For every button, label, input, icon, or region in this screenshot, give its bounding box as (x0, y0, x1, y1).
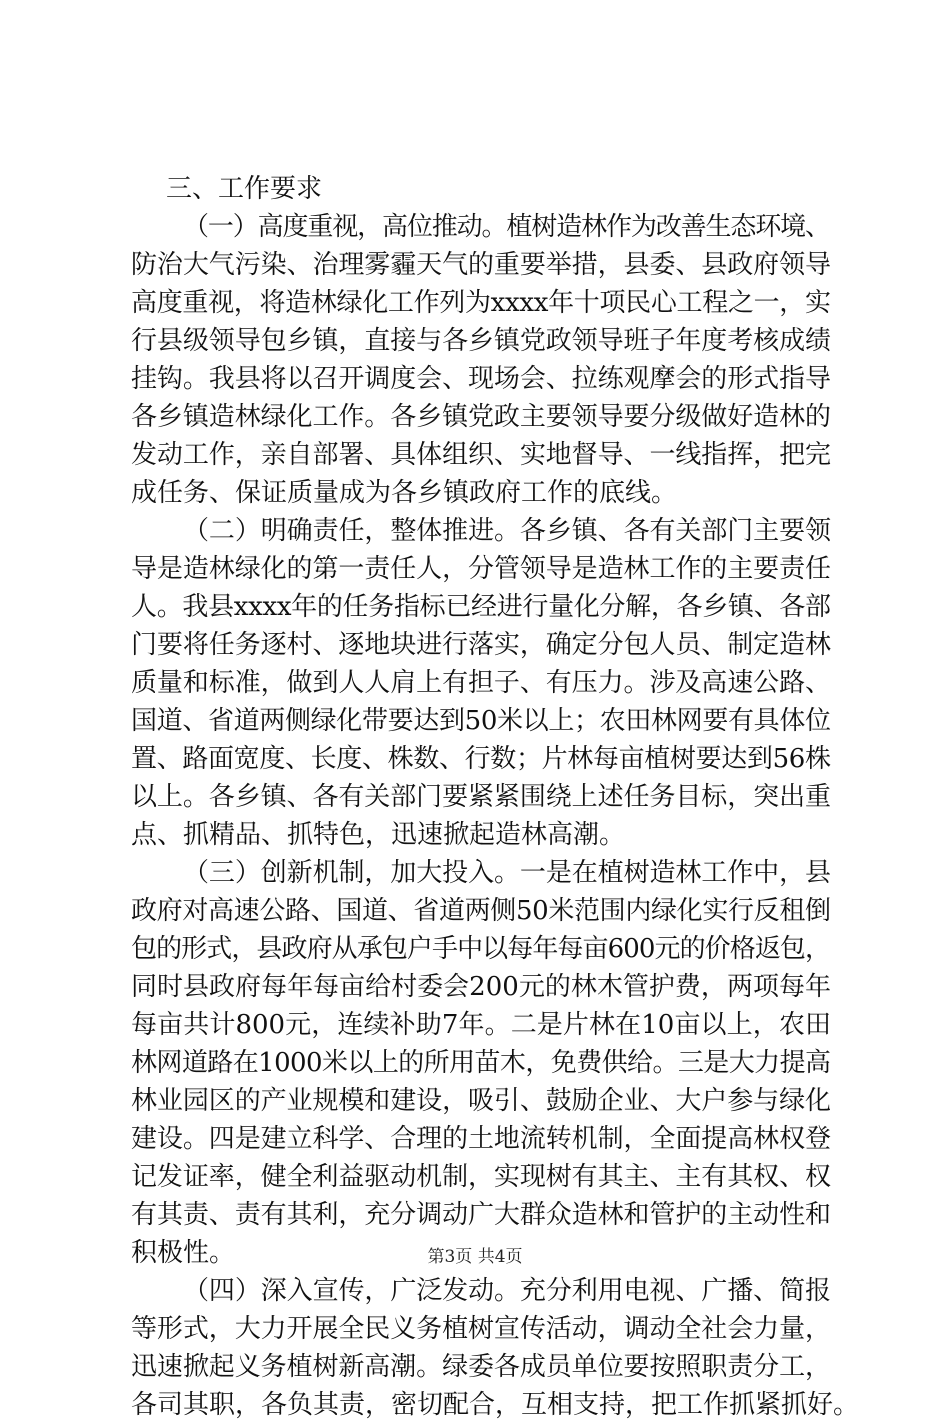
paragraph-line: 点、抓精品、抓特色，迅速掀起造林高潮。 (131, 820, 626, 850)
paragraph-line: 建设。四是建立科学、合理的土地流转机制，全面提高林权登 (131, 1124, 831, 1154)
paragraph-line: 防治大气污染、治理雾霾天气的重要举措，县委、县政府领导 (131, 250, 831, 280)
paragraph-line: 政府对高速公路、国道、省道两侧50米范围内绿化实行反租倒 (131, 896, 831, 926)
paragraph-line: 人。我县xxxx年的任务指标已经进行量化分解，各乡镇、各部 (131, 592, 831, 622)
paragraph-line: 包的形式，县政府从承包户手中以每年每亩600元的价格返包， (131, 934, 831, 964)
paragraph-line: 积极性。 (131, 1238, 236, 1268)
paragraph-line: （三）创新机制，加大投入。一是在植树造林工作中，县 (183, 858, 831, 888)
paragraph-line: 质量和标准，做到人人肩上有担子、有压力。涉及高速公路、 (131, 668, 831, 698)
paragraph-line: （二）明确责任，整体推进。各乡镇、各有关部门主要领 (183, 516, 831, 546)
paragraph-line: 门要将任务逐村、逐地块进行落实，确定分包人员、制定造林 (131, 630, 831, 660)
paragraph-line: 导是造林绿化的第一责任人，分管领导是造林工作的主要责任 (131, 554, 831, 584)
paragraph-1 (131, 208, 831, 512)
page-number-footer: 第3页 共4页 (427, 1247, 523, 1267)
document-body (131, 170, 860, 1424)
paragraph-3 (131, 854, 831, 1272)
paragraph-line: 各司其职，各负其责，密切配合，互相支持，把工作抓紧抓好。 (131, 1390, 860, 1420)
paragraph-4 (131, 1272, 860, 1424)
paragraph-line: 成任务、保证质量成为各乡镇政府工作的底线。 (131, 478, 678, 508)
paragraph-line: 林网道路在1000米以上的所用苗木，免费供给。三是大力提高 (131, 1048, 831, 1078)
paragraph-line: 国道、省道两侧绿化带要达到50米以上；农田林网要有具体位 (131, 706, 831, 736)
paragraph-line: 高度重视，将造林绿化工作列为xxxx年十项民心工程之一，实 (131, 288, 831, 318)
paragraph-line: 等形式，大力开展全民义务植树宣传活动，调动全社会力量， (131, 1314, 831, 1344)
paragraph-line: 记发证率，健全利益驱动机制，实现树有其主、主有其权、权 (131, 1162, 831, 1192)
paragraph-line: （四）深入宣传，广泛发动。充分利用电视、广播、简报 (183, 1276, 831, 1306)
paragraph-line: 林业园区的产业规模和建设，吸引、鼓励企业、大户参与绿化 (131, 1086, 831, 1116)
paragraph-line: 每亩共计800元，连续补助7年。二是片林在10亩以上，农田 (131, 1010, 831, 1040)
paragraph-line: 置、路面宽度、长度、株数、行数；片林每亩植树要达到56株 (131, 744, 831, 774)
paragraph-line: 挂钩。我县将以召开调度会、现场会、拉练观摩会的形式指导 (131, 364, 831, 394)
paragraph-line: 有其责、责有其利，充分调动广大群众造林和管护的主动性和 (131, 1200, 831, 1230)
section-heading: 三、工作要求 (166, 174, 323, 204)
paragraph-line: （一）高度重视，高位推动。植树造林作为改善生态环境、 (183, 212, 830, 242)
paragraph-line: 以上。各乡镇、各有关部门要紧紧围绕上述任务目标，突出重 (131, 782, 831, 812)
paragraph-line: 行县级领导包乡镇，直接与各乡镇党政领导班子年度考核成绩 (131, 326, 831, 356)
paragraph-line: 同时县政府每年每亩给村委会200元的林木管护费，两项每年 (131, 972, 831, 1002)
paragraph-line: 迅速掀起义务植树新高潮。绿委各成员单位要按照职责分工， (131, 1352, 831, 1382)
paragraph-2 (131, 512, 831, 854)
paragraph-line: 发动工作，亲自部署、具体组织、实地督导、一线指挥，把完 (131, 440, 831, 470)
paragraph-line: 各乡镇造林绿化工作。各乡镇党政主要领导要分级做好造林的 (131, 402, 831, 432)
